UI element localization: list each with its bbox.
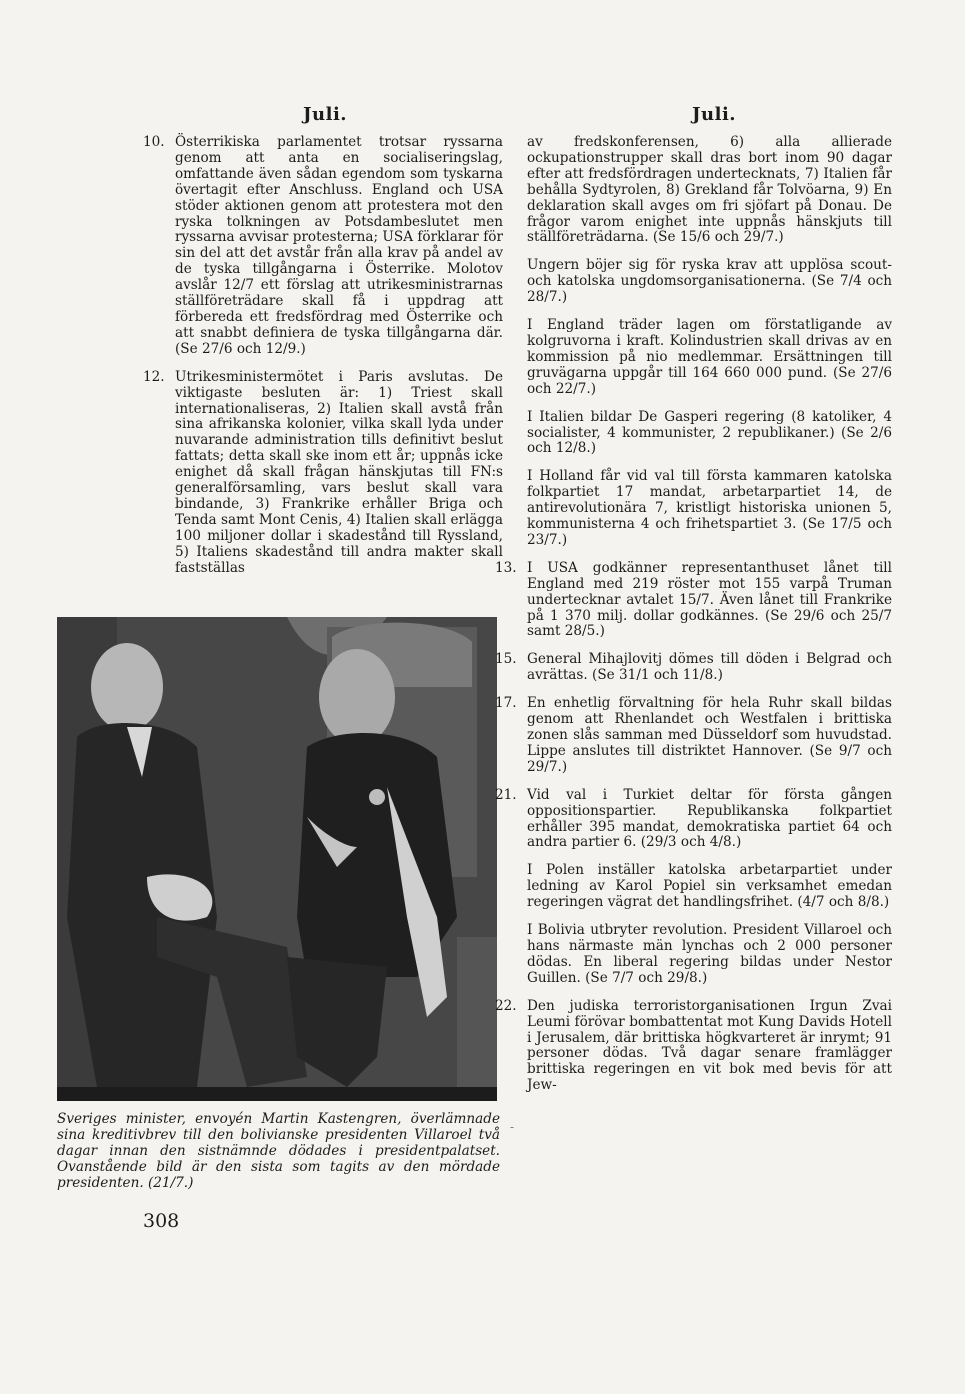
entry-text: Den judiska terroristorganisationen Irgun Zvai Leumi förövar bombattentat mot Kung Davids Hotell i Jerusalem, där brittiska högkvarteret är inrymt; 91 personer dödas. Två dagar senare framlägger brittiska regeringen en vit bok med bevis för att Jew- [527, 997, 892, 1094]
entry [495, 788, 892, 852]
paragraph: av fredskonferensen, 6) alla allierade ockupationstrupper skall dras bort inom 90 dagar efter att fredsfördragen undertecknats, 7) Italien får behålla Sydtyrolen, 8) Grekland får Tolvöarna, 9) En deklaration skall avges om fri sjöfart på Donau. De frågor varom enighet inte uppnås hänskjuts till ställföreträdarna. (Se 15/6 och 29/7.) [527, 134, 892, 246]
left-column [143, 135, 503, 588]
paragraph: Ungern böjer sig för ryska krav att upplösa scout- och katolska ungdomsorganisationerna. (Se 7/4 och 28/7.) [527, 257, 892, 306]
entry-day: 17. [495, 695, 517, 712]
entry-text: Utrikesministermötet i Paris avslutas. De viktigaste besluten är: 1) Triest skall internationaliseras, 2) Italien skall avstå från sina afrikanska kolonier, vilka skall lyda under nuvarande administration tills definitivt beslut fattats; detta skall ske inom ett år; uppnås icke enighet då skall frågan hänskjutas till FN:s generalförsamling, vars beslut skall vara bindande, 3) Frankrike erhåller Briga och Tenda samt Mont Cenis, 4) Italien skall erlägga 100 miljoner dollar i skadestånd till Ryssland, 5) Italiens skadestånd till andra makter skall fastställas [175, 368, 503, 576]
entry-day: 10. [143, 134, 165, 150]
entry [495, 652, 892, 684]
paragraph: I Holland får vid val till första kammaren katolska folkpartiet 17 mandat, arbetarpartiet 14, de antirevolutionära 7, kristligt historiska unionen 5, kommunisterna 4 och frihetspartiet 3. (Se 17/5 och 23/7.) [527, 468, 892, 548]
left-column-header: Juli. [303, 104, 348, 125]
entry-day: 22. [495, 997, 517, 1014]
entry-text: I USA godkänner representanthuset lånet till England med 219 röster mot 155 varpå Truman undertecknar avtalet 15/7. Även lånet till Frankrike på 1 370 milj. dollar godkännes. (Se 29/6 och 25/7 samt 28/5.) [527, 559, 892, 640]
photo-caption: Sveriges minister, envoyén Martin Kastengren, överlämnade sina kreditivbrev till den bolivianske presidenten Villaroel två dagar innan den sistnämnde dödades i presidentpalatset. Ovanstående bild är den sista som tagits av den mördade presidenten. (21/7.) [57, 1111, 500, 1191]
entry [143, 135, 503, 358]
right-column [495, 134, 892, 1106]
paragraph: I Bolivia utbryter revolution. President Villaroel och hans närmaste män lynchas och 2 000 personer dödas. En liberal regering bildas under Nestor Guillen. (Se 7/7 och 29/8.) [527, 922, 892, 986]
entry-day: 13. [495, 559, 517, 576]
entry [495, 696, 892, 776]
paragraph: I Italien bildar De Gasperi regering (8 katoliker, 4 socialister, 4 kommunister, 2 republikaner.) (Se 2/6 och 12/8.) [527, 408, 892, 457]
entry [143, 370, 503, 577]
entry-text: Österrikiska parlamentet trotsar ryssarna genom att anta en socialiseringslag, omfattande även sådan egendom som tyskarna övertagit efter Anschluss. England och USA stöder aktionen genom att protestera mot den ryska tolkningen av Potsdambeslutet men ryssarna avvisar protesterna; USA förklarar för sin del att det avstår från alla krav på andel av de tyska tillgångarna i Österrike. Molotov avslår 12/7 ett förslag att utrikesministrarnas ställföreträdare skall få i uppdrag att förbereda ett fredsfördrag med Österrike och att snabbt definiera de tyska tillgångarna där. (Se 27/6 och 12/9.) [175, 134, 503, 357]
photo-illustration [57, 617, 497, 1101]
entry [495, 561, 892, 641]
entry [495, 999, 892, 1094]
photograph [57, 617, 497, 1101]
entry-text: En enhetlig förvaltning för hela Ruhr skall bildas genom att Rhenlandet och Westfalen i brittiska zonen slås samman med Düsseldorf som huvudstad. Lippe anslutes till distriktet Hannover. (Se 9/7 och 29/7.) [527, 695, 892, 775]
crop-mark: - [510, 1120, 515, 1134]
page-number: 308 [143, 1210, 180, 1232]
entry-text: Vid val i Turkiet deltar för första gången oppositionspartier. Republikanska folkpartiet erhåller 395 mandat, demokratiska partiet 64 och andra partier 6. (29/3 och 4/8.) [527, 786, 892, 851]
entry-text: General Mihajlovitj dömes till döden i Belgrad och avrättas. (Se 31/1 och 11/8.) [527, 651, 892, 684]
entry-day: 21. [495, 786, 517, 803]
entry-day: 15. [495, 651, 517, 668]
paragraph: I Polen inställer katolska arbetarpartiet under ledning av Karol Popiel sin verksamhet emedan regeringen vägrat det handlingsfrihet. (4/7 och 8/8.) [527, 862, 892, 911]
entry-day: 12. [143, 368, 165, 385]
paragraph: I England träder lagen om förstatligande av kolgruvorna i kraft. Kolindustrien skall drivas av en kommission på nio medlemmar. Ersättningen till gruvägarna uppgår till 164 660 000 pund. (Se 27/6 och 22/7.) [527, 317, 892, 397]
right-column-header: Juli. [692, 104, 737, 125]
